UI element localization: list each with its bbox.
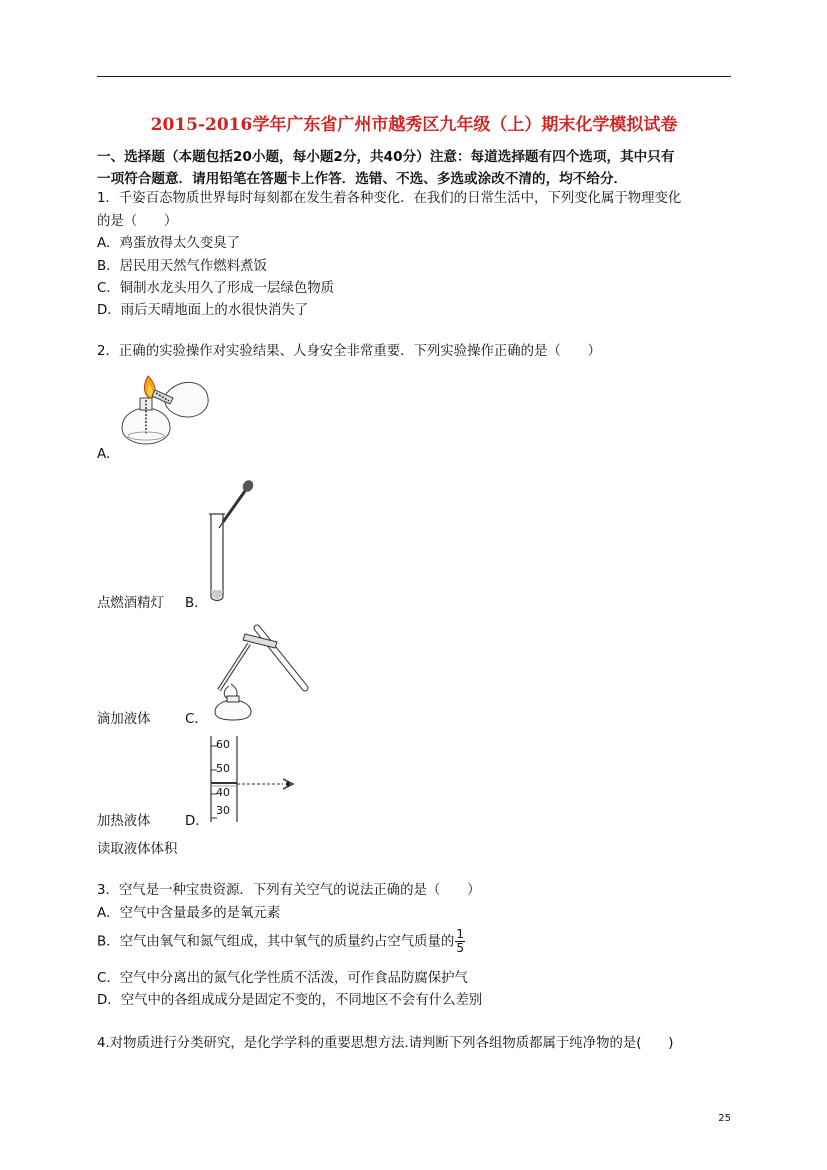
heating-test-tube-figure <box>205 622 310 722</box>
alcohol-lamp-figure <box>118 366 213 448</box>
q1-option-b: B．居民用天然气作燃料煮饭 <box>97 259 267 274</box>
q2-caption-c: 加热液体 <box>97 814 151 829</box>
q3-option-d: D．空气中的各组成成分是固定不变的，不同地区不会有什么差别 <box>97 993 483 1008</box>
q1-stem-line-1: 1．千姿百态物质世界每时每刻都在发生着各种变化．在我们的日常生活中，下列变化属于物理变化 <box>97 191 682 206</box>
q2-stem: 2．正确的实验操作对实验结果、人身安全非常重要．下列实验操作正确的是（ ） <box>97 344 601 359</box>
q2-label-d: D． <box>185 814 209 829</box>
q2-caption-b: 滴加液体 <box>97 712 151 727</box>
q2-caption-d: 读取液体体积 <box>97 842 178 857</box>
q2-label-c: C． <box>185 712 208 727</box>
header-rule <box>97 76 731 77</box>
dropper-test-tube-figure <box>203 478 258 604</box>
section-line-2: 一项符合题意．请用铅笔在答题卡上作答．选错、不选、多选或涂改不清的，均不给分． <box>97 171 628 187</box>
section-line-1: 一、选择题（本题包括20小题，每小题2分，共40分）注意：每道选择题有四个选项，其中只有 <box>97 149 675 165</box>
page-number: 25 <box>718 1113 731 1124</box>
q3-option-a: A．空气中含量最多的是氧元素 <box>97 906 281 921</box>
q2-label-a: A． <box>97 447 120 462</box>
q2-label-b: B． <box>185 596 208 611</box>
fraction-denominator: 5 <box>456 941 464 955</box>
q1-option-d: D．雨后天晴地面上的水很快消失了 <box>97 303 309 318</box>
q3-option-c: C．空气中分离出的氮气化学性质不活泼，可作食品防腐保护气 <box>97 971 468 986</box>
page-title: 2015-2016学年广东省广州市越秀区九年级（上）期末化学模拟试卷 <box>150 115 678 135</box>
q3-option-b-text: B．空气由氧气和氮气组成，其中氧气的质量约占空气质量的 <box>97 934 455 950</box>
fraction-numerator: 1 <box>456 927 464 941</box>
q1-option-a: A．鸡蛋放得太久变臭了 <box>97 236 241 251</box>
cylinder-tick-50: 50 <box>216 762 230 775</box>
q3-option-b <box>97 928 465 955</box>
cylinder-tick-40: 40 <box>216 786 230 799</box>
q3-stem: 3．空气是一种宝贵资源．下列有关空气的说法正确的是（ ） <box>97 883 481 898</box>
cylinder-tick-60: 60 <box>216 738 230 751</box>
q4-stem: 4.对物质进行分类研究，是化学学科的重要思想方法.请判断下列各组物质都属于纯净物的是( ) <box>97 1036 674 1051</box>
q1-stem-line-2: 的是（ ） <box>97 214 178 229</box>
q2-caption-a: 点燃酒精灯 <box>97 596 164 611</box>
q1-option-c: C．铜制水龙头用久了形成一层绿色物质 <box>97 281 334 296</box>
graduated-cylinder-figure <box>205 736 300 824</box>
cylinder-tick-30: 30 <box>216 804 230 817</box>
one-fifth-fraction <box>455 928 465 955</box>
